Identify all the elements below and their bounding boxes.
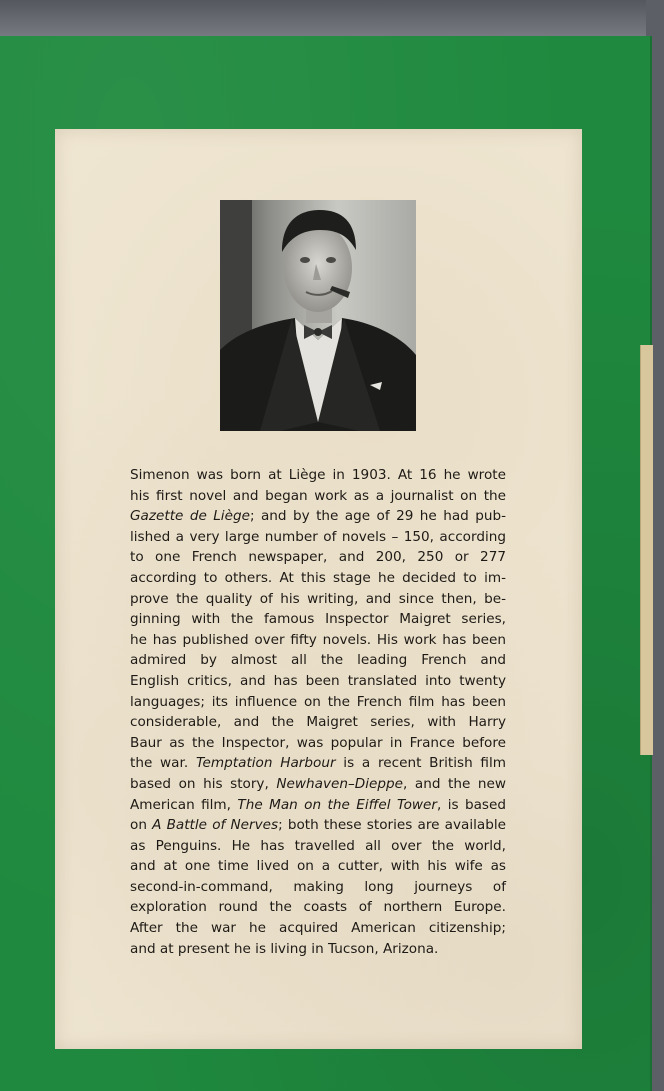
bio-line — [130, 547, 506, 568]
bio-line — [130, 836, 506, 857]
bio-line — [130, 897, 506, 918]
bio-text: he has published over fifty novels. His work has been — [130, 631, 506, 648]
bio-line — [130, 918, 506, 939]
bio-text: prove the quality of his writing, and since then, be- — [130, 590, 506, 607]
bio-line — [130, 486, 506, 507]
bio-text: based on his story, — [130, 775, 277, 792]
book-back-cover — [0, 36, 652, 1091]
text-panel — [55, 129, 582, 1049]
author-biography — [130, 465, 506, 959]
bio-text: his first novel and began work as a journalist on the — [130, 487, 506, 504]
bio-line — [130, 506, 506, 527]
bio-line — [130, 465, 506, 486]
bio-text: ; and by the age of 29 he had pub- — [249, 508, 506, 525]
bio-text: as Penguins. He has travelled all over the world, — [130, 837, 506, 854]
bio-text: English critics, and has been translated into twenty — [130, 672, 506, 689]
bio-text: the war. — [130, 755, 196, 772]
bio-line — [130, 609, 506, 630]
background-top — [0, 0, 664, 40]
bio-title-italic: Temptation Harbour — [195, 755, 336, 772]
bio-text: languages; its influence on the French film has been — [130, 693, 506, 710]
bio-text: exploration round the coasts of northern Europe. — [130, 899, 506, 916]
page-edge-strip — [640, 345, 653, 755]
bio-line — [130, 712, 506, 733]
author-portrait-photo — [220, 200, 416, 431]
bio-text: is a recent British film — [335, 755, 507, 772]
bio-title-italic: Gazette de Liège — [130, 508, 250, 525]
bio-title-italic: The Man on the Eiffel Tower — [237, 796, 437, 813]
bio-text: admired by almost all the leading French and — [130, 652, 506, 669]
bio-text: lished a very large number of novels – 150, according — [130, 528, 506, 545]
bio-title-italic: Newhaven–Dieppe — [276, 775, 404, 792]
bio-text: and at one time lived on a cutter, with his wife as — [130, 858, 506, 875]
bio-text: and at present he is living in Tucson, Arizona. — [130, 940, 439, 957]
bio-line — [130, 733, 506, 754]
bio-line — [130, 939, 506, 960]
bio-text: Baur as the Inspector, was popular in France before — [130, 734, 506, 751]
portrait-image — [220, 200, 416, 431]
bio-text: considerable, and the Maigret series, with Harry — [130, 714, 506, 731]
bio-text: according to others. At this stage he decided to im- — [130, 569, 506, 586]
bio-text: ; both these stories are available — [278, 817, 507, 834]
bio-text: , and the new — [403, 775, 506, 792]
bio-line — [130, 795, 506, 816]
bio-line — [130, 753, 506, 774]
bio-text: on — [130, 817, 153, 834]
bio-text: American film, — [130, 796, 238, 813]
bio-line — [130, 774, 506, 795]
bio-line — [130, 568, 506, 589]
bio-line — [130, 815, 506, 836]
bio-text: , is based — [436, 796, 506, 813]
bio-text: ginning with the famous Inspector Maigret series, — [130, 611, 506, 628]
bio-line — [130, 650, 506, 671]
bio-title-italic: A Battle of Nerves — [152, 817, 279, 834]
bio-line — [130, 630, 506, 651]
bio-text: After the war he acquired American citizenship; — [130, 920, 506, 937]
bio-line — [130, 671, 506, 692]
bio-text: second-in-command, making long journeys of — [130, 878, 506, 895]
bio-line — [130, 877, 506, 898]
bio-text: to one French newspaper, and 200, 250 or 277 — [130, 549, 506, 566]
bio-text: Simenon was born at Liège in 1903. At 16 he wrote — [130, 467, 506, 483]
bio-line — [130, 589, 506, 610]
bio-line — [130, 856, 506, 877]
bio-line — [130, 527, 506, 548]
bio-line — [130, 692, 506, 713]
